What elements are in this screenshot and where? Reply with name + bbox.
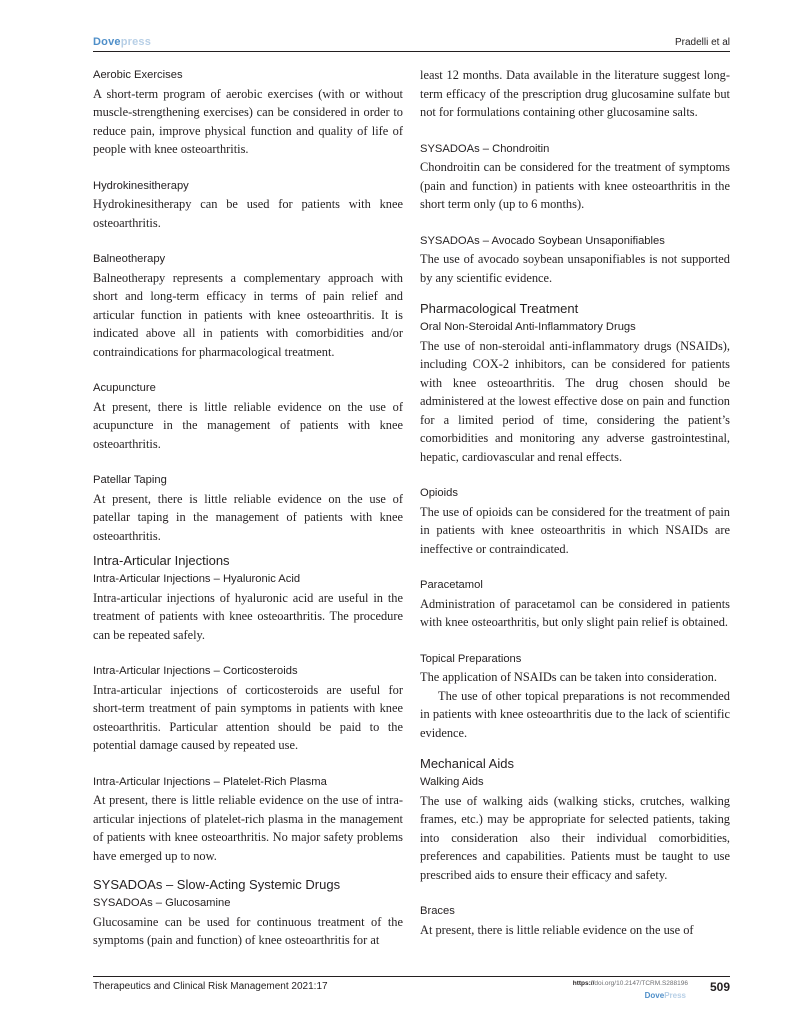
heading-platelet-rich-plasma: Intra-Articular Injections – Platelet-Rich Plasma <box>93 775 327 788</box>
doi-text: doi.org/10.2147/TCRM.S288196 <box>594 980 688 987</box>
heading-braces: Braces <box>420 905 455 917</box>
paragraph-topical-other: The use of other topical preparations is not recommended in patients with knee osteoarthritis due to the lack of scientific evidence. <box>420 688 730 740</box>
heading-balneotherapy: Balneotherapy <box>93 253 166 265</box>
heading-nsaids: Oral Non-Steroidal Anti-Inflammatory Drugs <box>420 321 636 333</box>
footer-logo-press: Press <box>664 991 686 1000</box>
header-rule <box>93 51 730 52</box>
footer-logo-dove: Dove <box>644 991 665 1000</box>
paragraph-hyaluronic-acid: Intra-articular injections of hyaluronic acid are useful in the treatment of patients with knee osteoarthritis. The procedure can be repeated safely. <box>93 590 403 642</box>
paragraph-chondroitin: Chondroitin can be considered for the treatment of symptoms (pain and function) in patients with knee osteoarthritis in the short term only (up to 6 months). <box>420 160 730 211</box>
paragraph-braces: At present, there is little reliable evidence on the use of <box>420 922 694 937</box>
paragraph-avocado-soybean: The use of avocado soybean unsaponifiables is not supported by any scientific evidence. <box>420 252 730 285</box>
left-column <box>93 66 403 950</box>
heading-chondroitin: SYSADOAs – Chondroitin <box>420 142 550 155</box>
heading-patellar-taping: Patellar Taping <box>93 474 167 486</box>
heading-hydrokinesitherapy: Hydrokinesitherapy <box>93 179 189 192</box>
heading-mechanical-aids: Mechanical Aids <box>420 756 514 771</box>
logo-dove-text: Dove <box>93 36 121 48</box>
footer-publisher-logo <box>645 991 686 1000</box>
heading-hyaluronic-acid: Intra-Articular Injections – Hyaluronic Acid <box>93 573 301 585</box>
heading-acupuncture: Acupuncture <box>93 382 156 394</box>
logo-press-text: press <box>120 36 152 48</box>
heading-opioids: Opioids <box>420 487 458 499</box>
paragraph-hydrokinesitherapy: Hydrokinesitherapy can be used for patients with knee osteoarthritis. <box>93 197 403 230</box>
heading-pharmacological-treatment: Pharmacological Treatment <box>420 301 579 316</box>
paragraph-glucosamine-continued: least 12 months. Data available in the literature suggest long-term efficacy of the prescription drug glucosamine sulfate but not for formulations containing other glucosamine salts. <box>420 68 730 119</box>
paragraph-nsaids: The use of non-steroidal anti-inflammatory drugs (NSAIDs), including COX-2 inhibitors, can be considered for patients with knee osteoarthritis. The drug chosen should be administered at the lowest effective dose on pain and function for a limited period of time, considering the patient’s comorbidities and monitoring any adverse gastrointestinal, hepatic, cardiovascular and renal effects. <box>420 338 730 464</box>
heading-avocado-soybean: SYSADOAs – Avocado Soybean Unsaponifiables <box>420 234 665 247</box>
heading-sysadoas: SYSADOAs – Slow-Acting Systemic Drugs <box>93 877 341 892</box>
paragraph-glucosamine: Glucosamine can be used for continuous treatment of the symptoms (pain and function) of knee osteoarthritis for at <box>93 914 403 947</box>
paragraph-topical-nsaids: The application of NSAIDs can be taken into consideration. <box>420 670 717 684</box>
heading-intra-articular-injections: Intra-Articular Injections <box>93 553 230 568</box>
paragraph-aerobic: A short-term program of aerobic exercises (with or without muscle-strengthening exercises) can be considered in order to reduce pain, improve physical function and quality of life of people with knee osteoarthritis. <box>93 86 403 156</box>
heading-glucosamine: SYSADOAs – Glucosamine <box>93 897 231 909</box>
paragraph-opioids: The use of opioids can be considered for the treatment of pain in patients with knee osteoarthritis in which NSAIDs are ineffective or contraindicated. <box>420 504 730 556</box>
paragraph-balneotherapy: Balneotherapy represents a complementary approach with short and long-term efficacy in terms of pain relief and articular function in patients with knee osteoarthritis. It is indicated above all in patients with comorbidities and/or contraindications for pharmacological treatment. <box>93 270 403 359</box>
running-head-author: Pradelli et al <box>674 37 730 48</box>
doi-prefix: https:// <box>572 980 595 987</box>
heading-topical-preparations: Topical Preparations <box>420 652 522 665</box>
paragraph-acupuncture: At present, there is little reliable evidence on the use of acupuncture in the management of patients with knee osteoarthritis. <box>93 399 403 451</box>
paragraph-corticosteroids: Intra-articular injections of corticosteroids are useful for short-term treatment of pain symptoms in patients with knee osteoarthritis. Particular attention should be paid to the potential damage caused by repeated use. <box>93 682 403 752</box>
paragraph-patellar-taping: At present, there is little reliable evidence on the use of patellar taping in the management of patients with knee osteoarthritis. <box>93 491 403 543</box>
footer-journal-citation: Therapeutics and Clinical Risk Management 2021:17 <box>93 981 328 992</box>
publisher-logo <box>93 36 151 48</box>
footer-rule <box>93 976 730 977</box>
paragraph-paracetamol: Administration of paracetamol can be considered in patients with knee osteoarthritis, but only slight pain relief is obtained. <box>420 596 730 629</box>
page-number: 509 <box>709 980 730 994</box>
right-column <box>420 66 730 939</box>
footer-doi-link[interactable] <box>573 980 688 987</box>
heading-corticosteroids: Intra-Articular Injections – Corticosteroids <box>93 665 298 677</box>
paragraph-walking-aids: The use of walking aids (walking sticks, crutches, walking frames, etc.) may be appropriate for selected patients, taking into consideration also their individual comorbidities, preferences and capabilities. Patients must be taught to use prescribed aids to ensure their efficacy and safety. <box>420 793 730 882</box>
paragraph-platelet-rich-plasma: At present, there is little reliable evidence on the use of intra-articular injections of platelet-rich plasma in the management of patients with knee osteoarthritis. No major safety problems have emerged up to now. <box>93 793 403 863</box>
heading-paracetamol: Paracetamol <box>420 579 483 591</box>
heading-walking-aids: Walking Aids <box>420 776 484 788</box>
heading-aerobic: Aerobic Exercises <box>93 69 183 81</box>
